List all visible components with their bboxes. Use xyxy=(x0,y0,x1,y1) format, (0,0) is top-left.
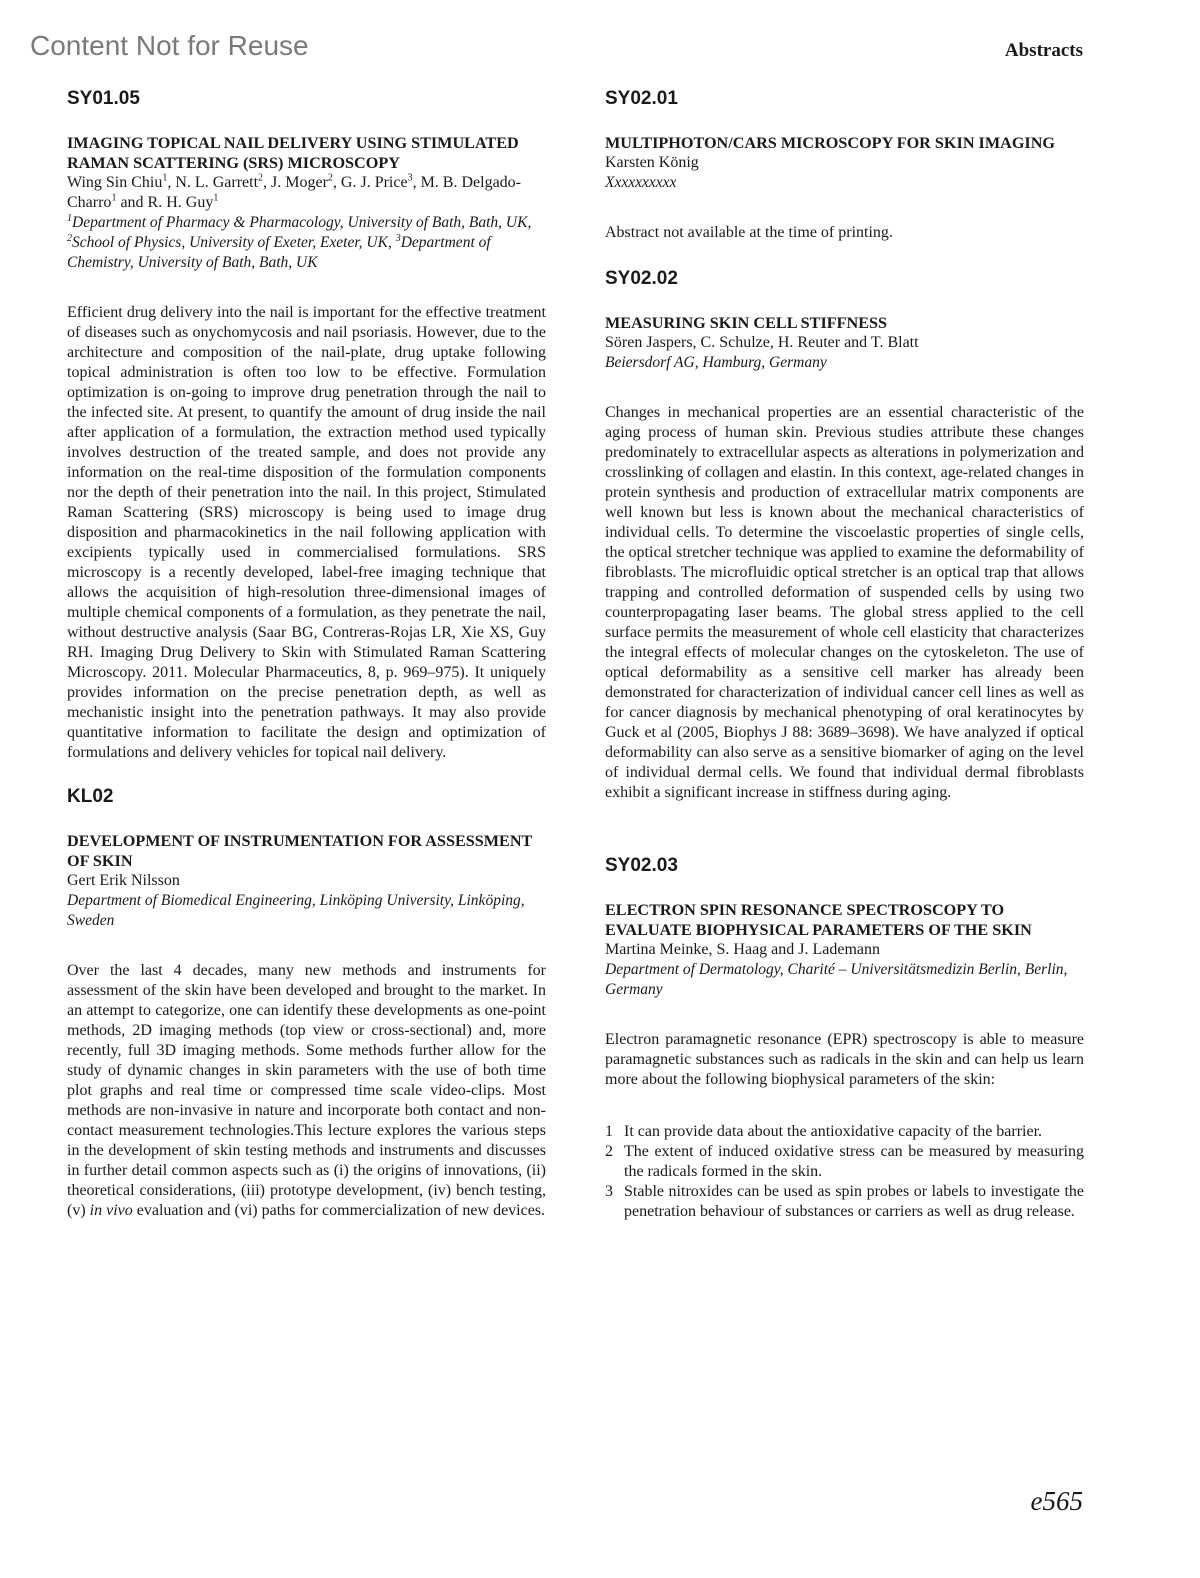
watermark: Content Not for Reuse xyxy=(30,30,309,61)
abstract-sy0203 xyxy=(605,855,1084,1222)
abstract-code: SY01.05 xyxy=(67,88,140,109)
abstract-code: SY02.02 xyxy=(605,268,678,289)
author-superscript: 2 xyxy=(327,172,333,184)
abstract-sy0202 xyxy=(605,268,1084,803)
list-number: 1 xyxy=(605,1123,613,1140)
abstract-affiliations: Xxxxxxxxxx xyxy=(605,174,677,191)
abstract-body: Abstract not available at the time of printing. xyxy=(605,224,893,241)
abstract-affiliations: Beiersdorf AG, Hamburg, Germany xyxy=(605,354,827,371)
author-superscript: 3 xyxy=(407,172,413,184)
author-name: and R. H. Guy xyxy=(116,194,214,211)
abstract-body: Changes in mechanical properties are an essential characteristic of the aging process of human skin. Previous studies attribute these changes predominately to extracellular aspects as alterations in polymerization and crosslinking of collagen and elastin. In this context, age-related changes in protein synthesis and production of extracellular matrix components are well known but less is known about the mechanical characteristics of individual cells. To determine the viscoelastic properties of single cells, the optical stretcher technique was applied to examine the deformability of fibroblasts. The microfluidic optical stretcher is an optical trap that allows trapping and controlled deformation of suspended cells by using two counterpropagating laser beams. The global stress applied to the cell surface permits the measurement of whole cell elasticity that characterizes the integral effects of molecular changes on the cytoskeleton. The use of optical deformability as a sensitive cell marker has already been demonstrated for characterization of individual cancer cell lines as well as for cancer diagnosis by mechanical phenotyping of oral keratinocytes by Guck et al (2005, Biophys J 88: 3689–3698). We have analyzed if optical deformability can also serve as a sensitive biomarker of aging on the level of individual dermal cells. We found that individual dermal fibroblasts exhibit a significant increase in stiffness during aging. xyxy=(605,404,1084,801)
affiliation-text: School of Physics, University of Exeter, Exeter, UK, xyxy=(72,234,396,251)
affiliation-text: Department of Pharmacy & Pharmacology, University of Bath, Bath, UK, xyxy=(72,214,532,231)
author-name: Wing Sin Chiu xyxy=(67,174,163,191)
list-item xyxy=(605,1122,1084,1142)
abstract-authors: Martina Meinke, S. Haag and J. Lademann xyxy=(605,941,881,958)
author-superscript: 1 xyxy=(111,192,117,204)
abstract-title: MULTIPHOTON/CARS MICROSCOPY FOR SKIN IMAGING xyxy=(605,134,1055,152)
affiliation-superscript: 1 xyxy=(67,212,72,224)
list-text: The extent of induced oxidative stress can be measured by measuring the radicals formed in the skin. xyxy=(624,1143,1084,1180)
author-name: , N. L. Garrett xyxy=(167,174,259,191)
abstract-title: MEASURING SKIN CELL STIFFNESS xyxy=(605,314,888,332)
list-item xyxy=(605,1142,1084,1182)
abstract-body: Electron paramagnetic resonance (EPR) spectroscopy is able to measure paramagnetic substances such as radicals in the skin and can help us learn more about the following biophysical parameters of the skin: xyxy=(605,1031,1084,1088)
abstract-authors: Sören Jaspers, C. Schulze, H. Reuter and T. Blatt xyxy=(605,334,919,351)
author-superscript: 1 xyxy=(213,192,219,204)
abstract-affiliations: Department of Biomedical Engineering, Linköping University, Linköping, Sweden xyxy=(67,892,525,929)
abstract-authors: Karsten König xyxy=(605,154,699,171)
abstract-title: IMAGING TOPICAL NAIL DELIVERY USING STIMULATED RAMAN SCATTERING (SRS) MICROSCOPY xyxy=(67,134,519,172)
abstract-code: KL02 xyxy=(67,786,114,807)
body-text: Over the last 4 decades, many new methods and instruments for assessment of the skin have been developed and brought to the market. In an attempt to categorize, one can identify these developments as one-point methods, 2D imaging methods (top view or cross-sectional) and, more recently, full 3D imaging methods. Some methods further allow for the study of dynamic changes in skin parameters with the use of both time plot graphs and real time or compressed time scale video-clips. Most methods are non-invasive in nature and incorporate both contact and non-contact measurement technologies.This lecture explores the various steps in the development of skin testing methods and instruments and discusses in further detail common aspects such as (i) the origins of innovations, (ii) theoretical considerations, (iii) prototype development, (iv) bench testing, (v) xyxy=(67,962,546,1219)
list-number: 3 xyxy=(605,1183,613,1200)
author-name: , G. J. Price xyxy=(332,174,408,191)
abstract-title: DEVELOPMENT OF INSTRUMENTATION FOR ASSESSMENT OF SKIN xyxy=(67,832,533,870)
author-superscript: 1 xyxy=(162,172,168,184)
abstract-code: SY02.01 xyxy=(605,88,678,109)
abstract-body xyxy=(67,961,546,1221)
abstract-body: Efficient drug delivery into the nail is important for the effective treatment of diseases such as onychomycosis and nail psoriasis. However, due to the architecture and composition of the nail-plate, drug uptake following topical administration is often too low to be effective. Formulation optimization is on-going to improve drug penetration through the nail to the infected site. At present, to quantify the amount of drug inside the nail after application of a formulation, the extraction method used typically involves destruction of the treated sample, and does not provide any information on the real-time disposition of the formulation components nor the depth of their penetration into the nail. In this project, Stimulated Raman Scattering (SRS) microscopy is being used to image drug disposition and pharmacokinetics in the nail following application with excipients typically used in commercialised formulations. SRS microscopy is a recently developed, label-free imaging technique that allows the acquisition of high-resolution three-dimensional images of multiple chemical components of a formulation, as they penetrate the nail, without destructive analysis (Saar BG, Contreras-Rojas LR, Xie XS, Guy RH. Imaging Drug Delivery to Skin with Stimulated Raman Scattering Microscopy. 2011. Molecular Pharmaceutics, 8, p. 969–975). It uniquely provides information on the precise penetration depth, as well as mechanistic insight into the penetration pathways. It may also provide quantitative information to facilitate the design and optimization of formulations and delivery vehicles for topical nail delivery. xyxy=(67,304,546,761)
page-number: e565 xyxy=(1030,1486,1083,1516)
list-text: It can provide data about the antioxidative capacity of the barrier. xyxy=(624,1123,1043,1140)
abstract-sy0201 xyxy=(605,88,1084,243)
abstract-code: SY02.03 xyxy=(605,855,678,876)
affiliation-text: Department of Chemistry, University of Bath, Bath, UK xyxy=(67,234,491,271)
abstract-sy0105 xyxy=(67,88,546,763)
left-column xyxy=(67,88,546,1221)
list-item xyxy=(605,1182,1084,1222)
affiliation-superscript: 3 xyxy=(395,232,401,244)
list-number: 2 xyxy=(605,1143,613,1160)
running-header: Abstracts xyxy=(1004,40,1083,61)
numbered-list xyxy=(605,1122,1084,1222)
list-text: Stable nitroxides can be used as spin probes or labels to investigate the penetration behaviour of substances or carriers as well as drug release. xyxy=(624,1183,1084,1220)
abstract-authors xyxy=(67,173,546,213)
right-column xyxy=(605,88,1084,1222)
author-superscript: 2 xyxy=(258,172,264,184)
abstract-authors: Gert Erik Nilsson xyxy=(67,872,180,889)
affiliation-superscript: 2 xyxy=(67,232,72,244)
abstract-affiliations: Department of Dermatology, Charité – Universitätsmedizin Berlin, Berlin, Germany xyxy=(605,961,1068,998)
abstract-kl02 xyxy=(67,786,546,1221)
abstract-title: ELECTRON SPIN RESONANCE SPECTROSCOPY TO EVALUATE BIOPHYSICAL PARAMETERS OF THE SKIN xyxy=(605,901,1032,939)
body-italic-text: in vivo xyxy=(89,1202,133,1219)
abstract-affiliations xyxy=(67,213,546,273)
author-name: , M. B. Delgado-Charro xyxy=(67,174,521,211)
body-text: evaluation and (vi) paths for commercialization of new devices. xyxy=(132,1202,546,1219)
author-name: , J. Moger xyxy=(263,174,328,191)
